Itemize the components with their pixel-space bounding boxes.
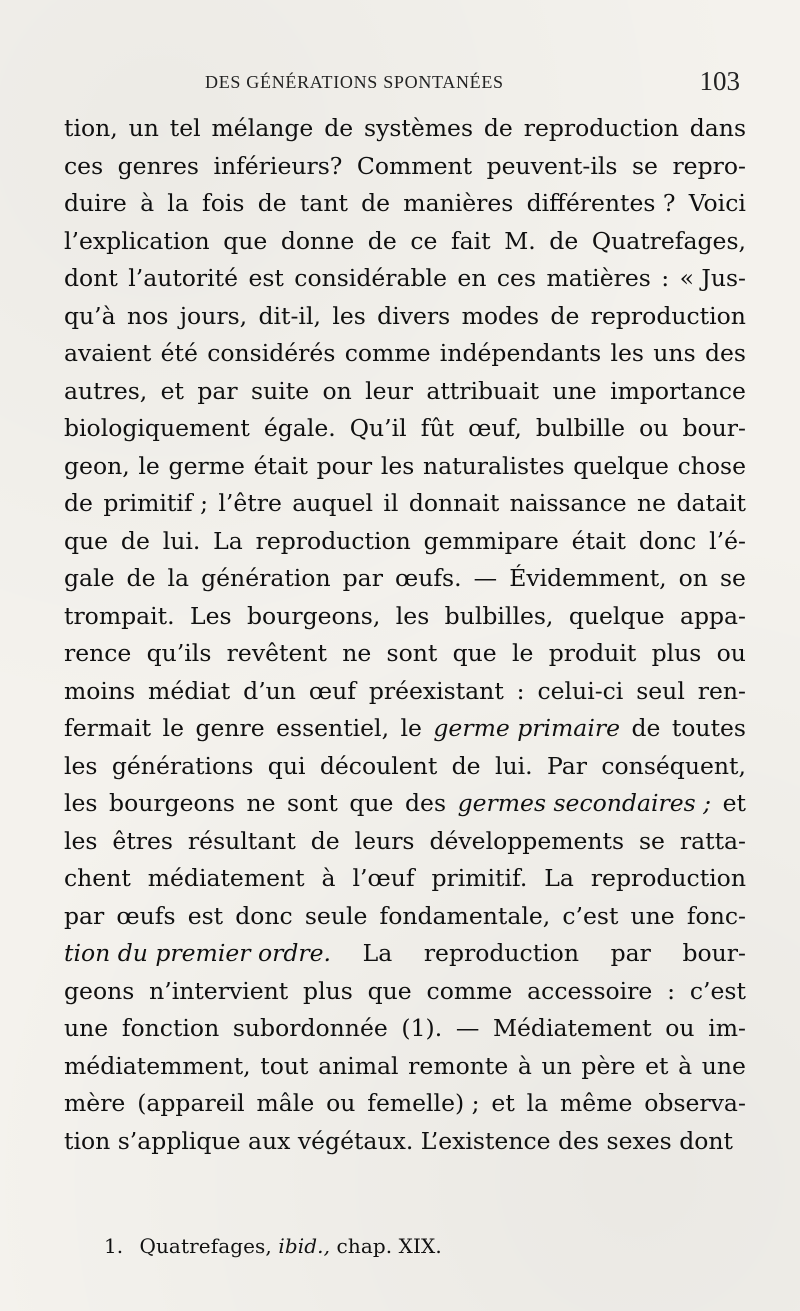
word: pour: [316, 451, 373, 480]
word: aux: [247, 1126, 291, 1155]
word: avaient: [64, 339, 152, 367]
word: donne: [280, 226, 355, 255]
word: mélange: [211, 114, 314, 142]
word: que: [367, 976, 412, 1005]
word: les: [380, 451, 415, 480]
word: ou: [639, 414, 669, 442]
word: ces: [496, 264, 537, 292]
footnote: [104, 1234, 442, 1258]
word: bour-: [682, 414, 746, 442]
text-line: [64, 635, 746, 673]
word: de: [257, 189, 287, 217]
word: des: [704, 339, 746, 367]
text-line: [64, 373, 746, 411]
word: génération: [201, 564, 331, 592]
text-line: [64, 335, 746, 373]
word: observa-: [644, 1089, 746, 1117]
word: fonc-: [686, 901, 746, 930]
word: inférieurs?: [213, 151, 343, 180]
word: bulbilles,: [444, 601, 554, 630]
word: reproduction: [255, 526, 411, 555]
word: germes secondaires ;: [457, 789, 712, 817]
word: par: [610, 939, 651, 967]
word: autres,: [64, 376, 148, 405]
word: gemmipare: [423, 526, 559, 555]
word: reproduction: [590, 301, 746, 330]
text-line: [64, 785, 746, 823]
word: attribuait: [426, 376, 540, 405]
word: divers: [377, 301, 451, 330]
word: ne: [342, 639, 372, 667]
word: considérés: [207, 339, 336, 367]
text-line: [64, 860, 746, 898]
word: on: [678, 564, 708, 592]
word: par: [64, 901, 105, 930]
word: il: [383, 489, 399, 517]
word: seul: [636, 676, 685, 705]
word: de: [120, 526, 150, 555]
word: la: [167, 189, 189, 217]
word: de: [367, 226, 397, 255]
word: était: [253, 451, 308, 480]
word: de: [483, 114, 513, 142]
word: tant: [299, 189, 348, 217]
word: bourgeons: [109, 789, 235, 817]
word: lui.: [162, 526, 201, 555]
word: c’est: [562, 901, 619, 930]
text-line: [64, 523, 746, 561]
text-line: [64, 560, 746, 598]
word: plus: [303, 976, 353, 1005]
word: les: [64, 826, 98, 855]
word: l’autorité: [128, 264, 239, 292]
word: leurs: [354, 826, 415, 855]
word: de: [310, 826, 340, 855]
word: suite: [251, 376, 310, 405]
text-line: [64, 148, 746, 186]
word: la: [526, 1089, 549, 1117]
text-line: [64, 1085, 746, 1123]
word: à: [678, 1051, 693, 1080]
word: une: [552, 376, 597, 405]
word: genre: [195, 714, 265, 742]
word: Voici: [688, 189, 746, 217]
word: mère: [64, 1089, 126, 1117]
word: primitif ;: [103, 489, 208, 517]
word: l’explication: [64, 226, 210, 255]
word: se: [631, 151, 658, 180]
running-title: DES GÉNÉRATIONS SPONTANÉES: [205, 72, 504, 92]
word: et: [491, 1089, 515, 1117]
word: œuf: [308, 676, 356, 705]
word: chose: [677, 451, 746, 480]
word: ren-: [697, 676, 746, 705]
text-line: [64, 110, 746, 148]
word: Les: [190, 601, 232, 630]
word: (appareil: [137, 1089, 245, 1117]
word: de: [451, 751, 481, 780]
word: revêtent: [226, 639, 327, 667]
word: ce: [410, 226, 438, 255]
word: médiatemment,: [64, 1051, 251, 1080]
word: La: [213, 526, 243, 555]
word: des: [558, 1126, 600, 1155]
word: donc: [638, 526, 697, 555]
running-head: [205, 66, 740, 100]
word: qu’à: [64, 301, 116, 330]
text-line: [64, 1123, 746, 1161]
word: germe: [168, 451, 245, 480]
footnote-chapter: chap. XIX.: [336, 1234, 442, 1258]
text-line: [64, 823, 746, 861]
word: qui: [267, 751, 306, 780]
word: d’un: [243, 676, 296, 705]
word: un: [128, 114, 159, 142]
word: L’existence: [420, 1126, 551, 1155]
word: fût: [420, 414, 455, 442]
word: geon,: [64, 451, 130, 480]
word: c’est: [689, 976, 746, 1005]
word: fondamentale,: [379, 901, 551, 930]
word: Quatrefages,: [591, 226, 746, 255]
word: végétaux.: [297, 1126, 414, 1155]
word: fermait: [64, 714, 152, 742]
word: La: [544, 864, 574, 892]
word: de: [631, 714, 661, 742]
word: était: [571, 526, 626, 555]
text-line: [64, 448, 746, 486]
word: systèmes: [364, 114, 474, 142]
word: des: [405, 789, 447, 817]
word: les: [395, 601, 430, 630]
word: seule: [304, 901, 368, 930]
word: Comment: [356, 151, 473, 180]
word: tion: [64, 1126, 111, 1155]
word: genres: [117, 151, 199, 180]
word: que: [452, 639, 497, 667]
word: reproduction: [590, 864, 746, 892]
word: différentes ?: [526, 189, 676, 217]
word: ratta-: [679, 826, 746, 855]
footnote-text: [139, 1234, 441, 1258]
word: que: [64, 526, 109, 555]
word: fait: [450, 226, 491, 255]
word: peuvent-ils: [486, 151, 618, 180]
word: tion,: [64, 114, 118, 142]
word: naturalistes: [423, 451, 565, 480]
text-line: [64, 410, 746, 448]
word: l’é-: [709, 526, 746, 555]
word: que: [223, 226, 268, 255]
word: la: [167, 564, 190, 592]
word: le: [512, 639, 534, 667]
word: tion du premier ordre.: [64, 939, 331, 967]
word: tout: [260, 1051, 309, 1080]
word: et: [160, 376, 184, 405]
word: est: [187, 901, 224, 930]
word: à: [140, 189, 155, 217]
word: qu’ils: [146, 639, 212, 667]
word: résultant: [187, 826, 296, 855]
word: duire: [64, 189, 127, 217]
word: jours,: [179, 301, 248, 330]
word: générations: [111, 751, 254, 780]
word: fois: [202, 189, 245, 217]
word: les: [610, 339, 644, 367]
word: se: [720, 564, 746, 592]
word: Évidemment,: [509, 564, 667, 592]
word: remonte: [408, 1051, 509, 1080]
word: datait: [676, 489, 746, 517]
word: et: [722, 789, 746, 817]
word: est: [248, 264, 284, 292]
word: lui.: [494, 751, 533, 780]
word: égale.: [263, 414, 336, 442]
word: une: [630, 901, 675, 930]
word: de: [549, 226, 579, 255]
word: développements: [429, 826, 625, 855]
footnote-author: Quatrefages,: [139, 1234, 272, 1258]
word: le: [162, 714, 184, 742]
text-line: [64, 710, 746, 748]
word: subordonnée: [232, 1014, 388, 1042]
word: que: [349, 789, 394, 817]
word: (1).: [401, 1014, 443, 1042]
word: œufs.: [394, 564, 462, 592]
word: auquel: [292, 489, 373, 517]
word: animal: [318, 1051, 399, 1080]
word: :: [516, 676, 525, 705]
word: dont: [64, 264, 118, 292]
word: :: [661, 264, 670, 292]
word: mâle: [256, 1089, 315, 1117]
word: repro-: [672, 151, 746, 180]
text-line: [64, 1010, 746, 1048]
word: chent: [64, 864, 131, 892]
word: rence: [64, 639, 132, 667]
word: le: [400, 714, 422, 742]
word: im-: [708, 1014, 746, 1042]
text-line: [64, 298, 746, 336]
footnote-ref: ibid.,: [278, 1234, 331, 1258]
word: et: [645, 1051, 669, 1080]
word: uns: [653, 339, 696, 367]
word: n’intervient: [149, 976, 289, 1005]
word: :: [667, 976, 676, 1005]
word: celui-ci: [537, 676, 624, 705]
word: plus: [651, 639, 702, 667]
word: Par: [546, 751, 587, 780]
word: reproduction: [523, 114, 679, 142]
word: œuf,: [468, 414, 522, 442]
word: ne: [246, 789, 276, 817]
word: dans: [689, 114, 746, 142]
word: fonction: [121, 1014, 220, 1042]
word: —: [473, 564, 498, 592]
word: leur: [365, 376, 413, 405]
word: les: [64, 789, 98, 817]
body-text: [64, 110, 746, 1160]
word: nos: [127, 301, 169, 330]
text-line: [64, 223, 746, 261]
word: ou: [326, 1089, 356, 1117]
word: appa-: [679, 601, 746, 630]
word: considérable: [294, 264, 447, 292]
word: de: [550, 301, 580, 330]
word: ces: [64, 151, 104, 180]
text-line: [64, 673, 746, 711]
word: une: [701, 1051, 746, 1080]
word: modes: [461, 301, 540, 330]
word: médiatement: [147, 864, 305, 892]
word: les: [332, 301, 366, 330]
footnote-number: 1.: [104, 1234, 124, 1258]
word: préexistant: [368, 676, 504, 705]
word: primitif.: [431, 864, 528, 892]
word: l’être: [218, 489, 282, 517]
word: reproduction: [423, 939, 579, 967]
word: le: [138, 451, 160, 480]
word: s’applique: [117, 1126, 241, 1155]
word: La: [362, 939, 393, 967]
word: père: [581, 1051, 636, 1080]
word: à: [321, 864, 336, 892]
word: indépendants: [439, 339, 602, 367]
text-line: [64, 485, 746, 523]
word: essentiel,: [276, 714, 390, 742]
text-line: [64, 185, 746, 223]
word: manières: [403, 189, 514, 217]
word: naissance: [509, 489, 627, 517]
word: donnait: [408, 489, 500, 517]
word: quelque: [568, 601, 665, 630]
word: de: [361, 189, 391, 217]
word: sont: [287, 789, 338, 817]
word: geons: [64, 976, 135, 1005]
word: accessoire: [527, 976, 653, 1005]
word: —: [455, 1014, 480, 1042]
word: importance: [610, 376, 746, 405]
word: à: [517, 1051, 532, 1080]
word: sont: [386, 639, 438, 667]
word: comme: [426, 976, 513, 1005]
word: les: [64, 751, 98, 780]
word: dont: [679, 1126, 733, 1155]
text-line: [64, 898, 746, 936]
word: biologiquement: [64, 414, 250, 442]
word: germe primaire: [433, 714, 620, 742]
word: été: [160, 339, 198, 367]
word: ou: [665, 1014, 695, 1042]
word: gale: [64, 564, 115, 592]
text-line: [64, 598, 746, 636]
word: découlent: [319, 751, 438, 780]
word: trompait.: [64, 601, 175, 630]
text-line: [64, 260, 746, 298]
word: Médiatement: [492, 1014, 652, 1042]
word: ou: [716, 639, 746, 667]
word: se: [639, 826, 665, 855]
word: êtres: [112, 826, 173, 855]
word: par: [342, 564, 383, 592]
word: par: [197, 376, 238, 405]
word: tel: [169, 114, 201, 142]
word: moins: [64, 676, 136, 705]
text-line: [64, 1048, 746, 1086]
word: « Jus-: [679, 264, 746, 292]
word: matières: [546, 264, 651, 292]
word: bour-: [682, 939, 746, 967]
word: une: [64, 1014, 109, 1042]
word: en: [457, 264, 487, 292]
text-line: [64, 935, 746, 973]
word: même: [560, 1089, 633, 1117]
word: quelque: [573, 451, 669, 480]
word: de: [126, 564, 156, 592]
word: toutes: [671, 714, 746, 742]
text-line: [64, 748, 746, 786]
word: de: [324, 114, 354, 142]
word: dit-il,: [258, 301, 321, 330]
word: de: [64, 489, 93, 517]
word: ne: [637, 489, 667, 517]
word: bulbille: [535, 414, 626, 442]
word: bourgeons,: [247, 601, 381, 630]
word: un: [541, 1051, 572, 1080]
word: on: [322, 376, 352, 405]
word: produit: [548, 639, 637, 667]
word: médiat: [148, 676, 231, 705]
page-number: 103: [699, 66, 740, 96]
word: M.: [504, 226, 536, 255]
text-line: [64, 973, 746, 1011]
word: donc: [235, 901, 293, 930]
word: comme: [344, 339, 431, 367]
word: l’œuf: [352, 864, 415, 892]
word: femelle) ;: [367, 1089, 480, 1117]
word: Qu’il: [349, 414, 407, 442]
word: œufs: [116, 901, 176, 930]
word: sexes: [606, 1126, 672, 1155]
word: conséquent,: [601, 751, 746, 780]
